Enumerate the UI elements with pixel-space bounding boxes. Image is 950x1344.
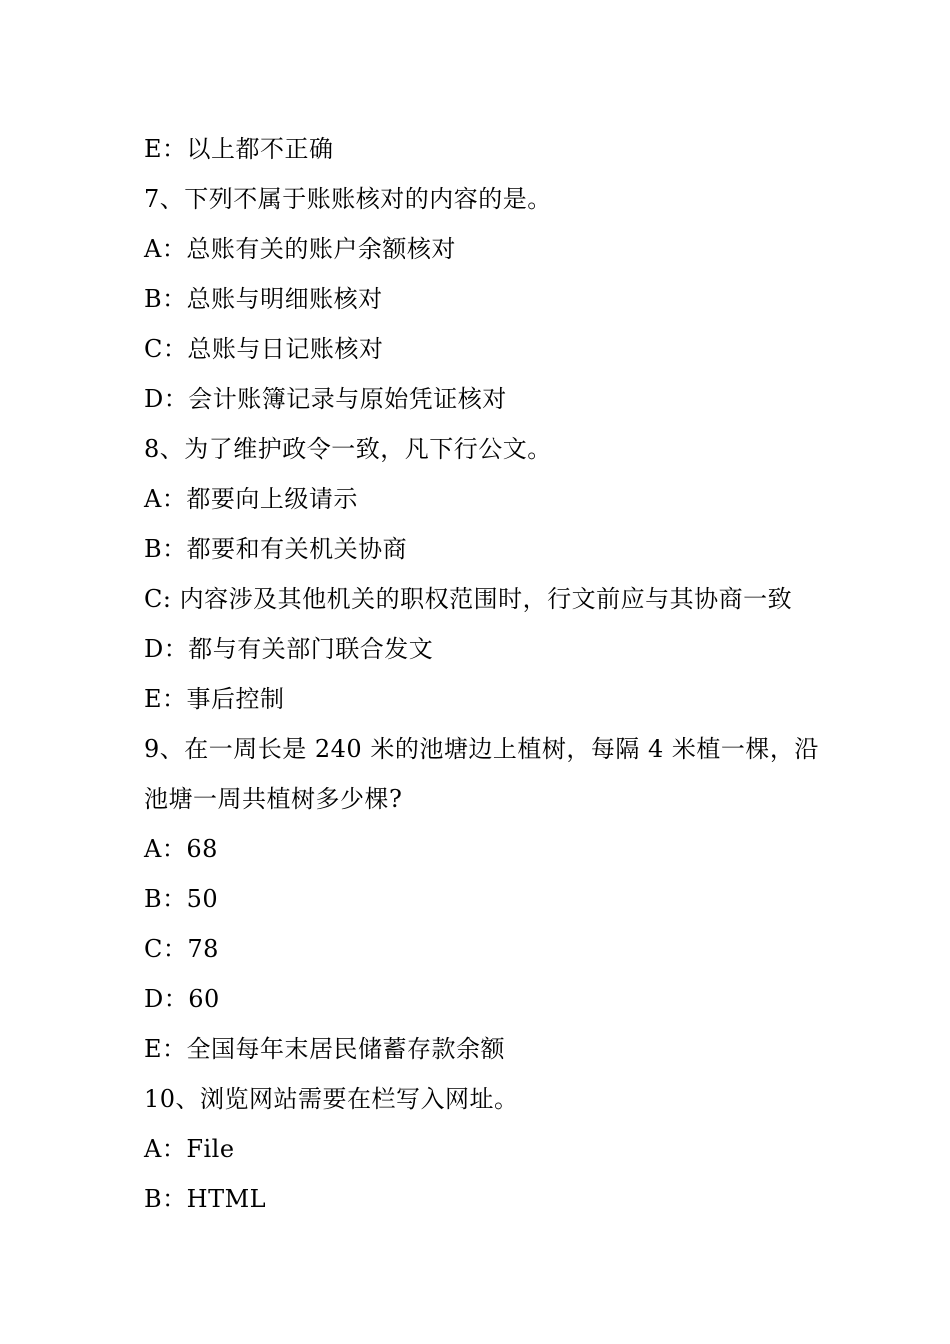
question-9-line-1: 9、在一周长是 240 米的池塘边上植树，每隔 4 米植一棵，沿 (144, 735, 819, 763)
option-e-q8: E：事后控制 (144, 685, 285, 713)
option-c-q7: C：总账与日记账核对 (144, 335, 384, 363)
option-a-q9: A：68 (144, 835, 218, 863)
option-c-q8: C: 内容涉及其他机关的职权范围时，行文前应与其协商一致 (144, 585, 793, 613)
question-8: 8、为了维护政令一致，凡下行公文。 (144, 435, 552, 463)
option-b-q7: B：总账与明细账核对 (144, 285, 383, 313)
option-b-q8: B：都要和有关机关协商 (144, 535, 408, 563)
option-c-q9: C：78 (144, 935, 219, 963)
option-e-q6: E：以上都不正确 (144, 135, 334, 163)
question-10: 10、浏览网站需要在栏写入网址。 (144, 1085, 519, 1113)
option-e-q9: E：全国每年末居民储蓄存款余额 (144, 1035, 506, 1063)
option-b-q10: B：HTML (144, 1185, 267, 1213)
option-d-q9: D：60 (144, 985, 220, 1013)
question-9-line-2: 池塘一周共植树多少棵? (144, 785, 403, 813)
question-7: 7、下列不属于账账核对的内容的是。 (144, 185, 552, 213)
document-body (144, 124, 819, 1224)
option-d-q8: D：都与有关部门联合发文 (144, 635, 434, 663)
option-a-q7: A：总账有关的账户余额核对 (144, 235, 456, 263)
option-d-q7: D：会计账簿记录与原始凭证核对 (144, 385, 507, 413)
option-a-q8: A：都要向上级请示 (144, 485, 358, 513)
option-a-q10: A：File (144, 1135, 235, 1163)
option-b-q9: B：50 (144, 885, 219, 913)
